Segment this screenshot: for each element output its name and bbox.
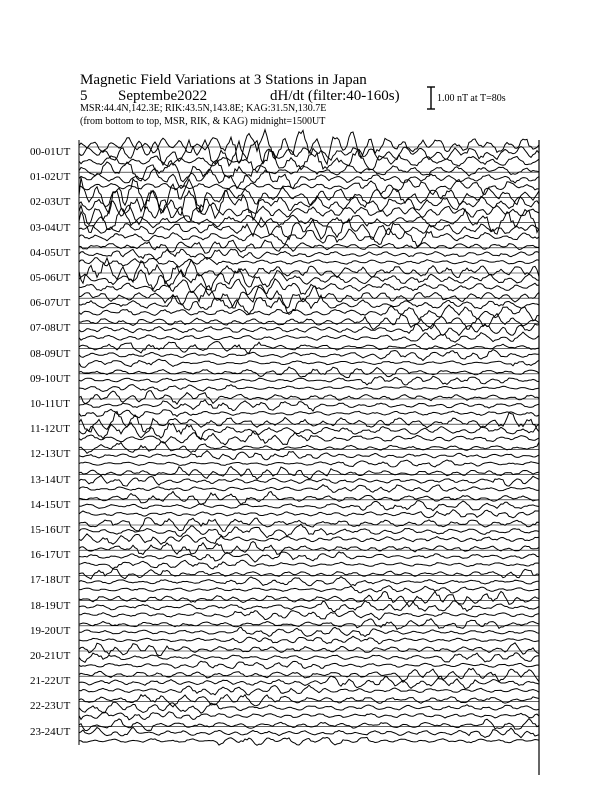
- hour-label: 16-17UT: [30, 549, 71, 562]
- trace-kag: [79, 492, 539, 505]
- trace-msr: [79, 279, 539, 296]
- trace-msr: [79, 180, 539, 195]
- hour-label: 15-16UT: [30, 524, 71, 536]
- scale-bar: [427, 87, 435, 109]
- trace-msr: [79, 510, 539, 518]
- hour-label: 06-07UT: [30, 297, 71, 310]
- hour-label: 14-15UT: [30, 498, 71, 511]
- station-coordinates: MSR:44.4N,142.3E; RIK:43.5N,143.8E; KAG:31.5N,130.7E: [80, 103, 327, 114]
- hour-label: 09-10UT: [30, 372, 71, 385]
- trace-kag: [79, 643, 539, 656]
- trace-msr: [79, 636, 539, 644]
- trace-rik: [79, 168, 539, 189]
- trace-rik: [79, 702, 539, 713]
- trace-msr: [79, 737, 539, 745]
- trace-kag: [79, 719, 539, 731]
- trace-rik: [79, 249, 539, 259]
- trace-msr: [79, 460, 539, 467]
- trace-kag: [79, 342, 539, 354]
- trace-kag: [79, 258, 539, 284]
- hour-label: 01-02UT: [30, 171, 71, 184]
- hour-label: 03-04UT: [30, 221, 71, 234]
- trace-rik: [79, 350, 539, 361]
- hour-label: 19-20UT: [30, 624, 71, 637]
- trace-kag: [79, 591, 539, 606]
- trace-msr: [79, 586, 539, 593]
- trace-kag: [79, 391, 539, 404]
- trace-rik: [79, 653, 539, 662]
- trace-rik: [79, 601, 539, 612]
- trace-msr: [79, 485, 539, 493]
- trace-msr: [79, 560, 539, 569]
- trace-rik: [79, 552, 539, 562]
- trace-rik: [79, 376, 539, 385]
- hour-label: 21-22UT: [30, 675, 71, 688]
- trace-msr: [79, 534, 539, 545]
- trace-msr: [79, 661, 539, 669]
- chart-day: 5: [80, 88, 88, 104]
- trace-rik: [79, 501, 539, 511]
- hour-label: 23-24UT: [30, 725, 71, 738]
- trace-rik: [79, 727, 539, 737]
- trace-msr: [79, 712, 539, 720]
- hour-label: 22-23UT: [30, 700, 71, 713]
- trace-kag: [79, 240, 539, 253]
- trace-kag: [79, 668, 539, 682]
- station-order-note: (from bottom to top, MSR, RIK, & KAG) midnight=1500UT: [80, 116, 326, 127]
- trace-msr: [79, 409, 539, 417]
- chart-filter: dH/dt (filter:40-160s): [270, 88, 400, 104]
- hour-label: 12-13UT: [30, 448, 71, 461]
- hour-label: 10-11UT: [30, 398, 70, 410]
- trace-kag: [79, 314, 539, 330]
- trace-kag: [79, 569, 539, 579]
- trace-msr: [79, 385, 539, 392]
- chart-month-year: Septembe2022: [118, 88, 208, 104]
- scale-label: 1.00 nT at T=80s: [437, 93, 506, 104]
- hour-label: 20-21UT: [30, 650, 71, 662]
- trace-kag: [79, 412, 539, 433]
- hour-label: 18-19UT: [30, 599, 71, 612]
- trace-msr: [79, 258, 539, 268]
- trace-msr: [79, 611, 539, 620]
- trace-kag: [79, 542, 539, 555]
- trace-kag: [79, 367, 539, 378]
- trace-rik: [79, 577, 539, 586]
- trace-msr: [79, 431, 539, 445]
- chart-title: Magnetic Field Variations at 3 Stations in Japan: [80, 72, 367, 88]
- trace-msr: [79, 359, 539, 367]
- hour-label: 17-18UT: [30, 574, 71, 587]
- hour-label: 11-12UT: [30, 423, 70, 436]
- trace-kag: [79, 619, 539, 630]
- trace-rik: [79, 627, 539, 636]
- trace-rik: [79, 451, 539, 460]
- hour-label: 04-05UT: [30, 246, 71, 259]
- hour-label: 13-14UT: [30, 473, 71, 486]
- trace-kag: [79, 695, 539, 707]
- hour-label: 02-03UT: [30, 196, 71, 209]
- trace-kag: [79, 442, 539, 454]
- trace-msr: [79, 332, 539, 342]
- hour-label: 07-08UT: [30, 322, 71, 335]
- hour-label: 05-06UT: [30, 272, 71, 284]
- trace-rik: [79, 324, 539, 336]
- trace-msr: [79, 685, 539, 695]
- hour-label: 08-09UT: [30, 347, 71, 360]
- trace-rik: [79, 476, 539, 487]
- trace-rik: [79, 400, 539, 411]
- trace-rik: [79, 676, 539, 688]
- hour-label: 00-01UT: [30, 146, 71, 158]
